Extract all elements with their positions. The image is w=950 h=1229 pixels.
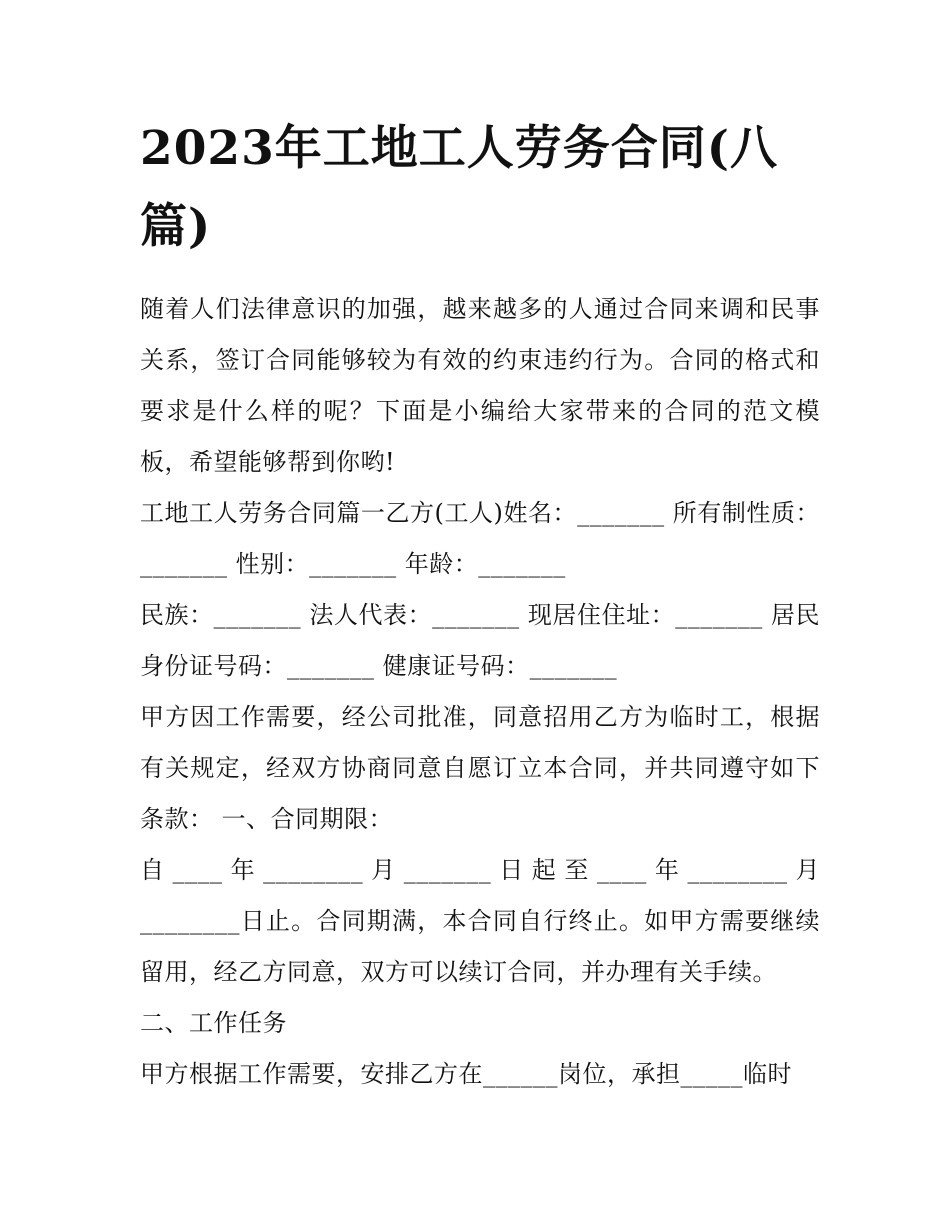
worker-info-line-2: 民族：_______ 法人代表：_______ 现居住住址：_______ 居民身份证号码：_______ 健康证号码：_______ — [140, 601, 820, 680]
work-task-paragraph: 甲方根据工作需要，安排乙方在______岗位，承担_____临时 — [140, 1060, 792, 1088]
document-title: 2023年工地工人劳务合同(八篇) — [140, 121, 779, 254]
intro-paragraph: 随着人们法律意识的加强，越来越多的人通过合同来调和民事关系，签订合同能够较为有效的约束违约行为。合同的格式和要求是什么样的呢？下面是小编给大家带来的合同的范文模板，希望能够帮到你哟! — [140, 295, 820, 476]
agreement-paragraph: 甲方因工作需要，经公司批准，同意招用乙方为临时工，根据有关规定，经双方协商同意自愿订立本合同，并共同遵守如下条款： 一、合同期限： — [140, 703, 820, 833]
section-heading-work-task: 二、工作任务 — [140, 1009, 287, 1037]
contract-term-paragraph: 自____年________月_______日起至____年________月________日止。合同期满，本合同自行终止。如甲方需要继续留用，经乙方同意，双方可以续订合同，并办理有关手续。 — [140, 856, 820, 986]
document-page — [140, 110, 820, 1100]
worker-info-line-1: 工地工人劳务合同篇一乙方(工人)姓名：_______ 所有制性质：_______ 性别：_______ 年龄：_______ — [140, 499, 820, 578]
